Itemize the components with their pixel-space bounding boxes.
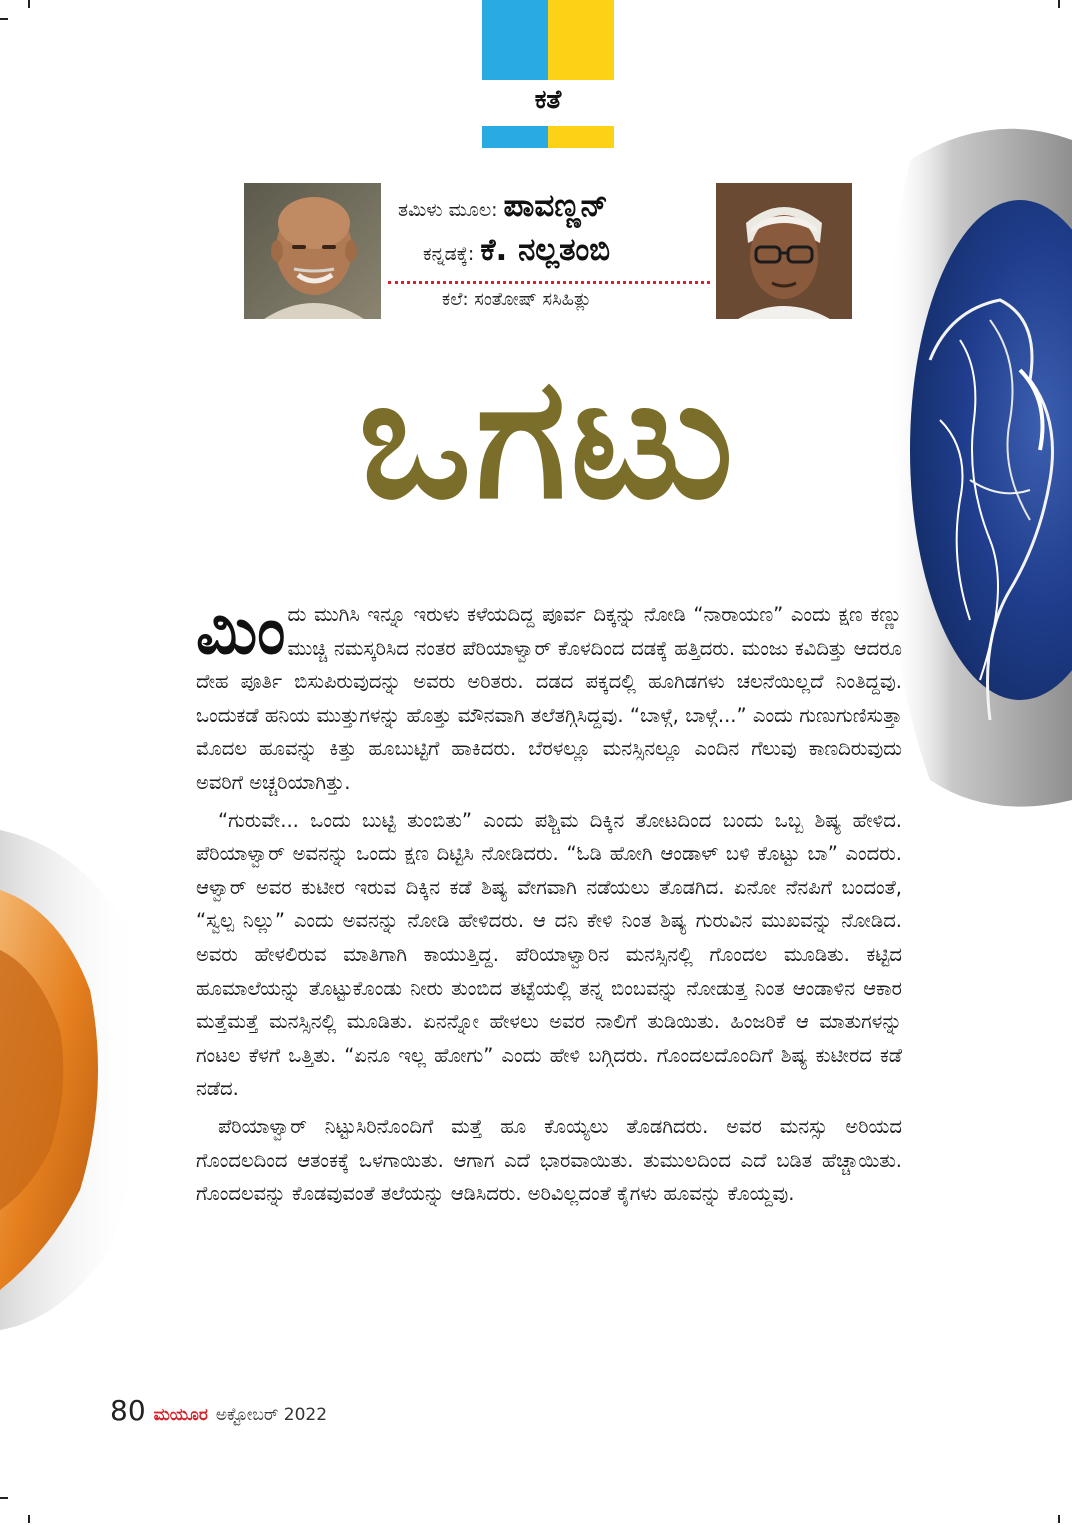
page-number: 80 xyxy=(110,1394,146,1427)
decorative-brush-stroke xyxy=(0,830,150,1330)
category-yellow-block xyxy=(548,126,614,148)
art-credit: ಕಲೆ: ಸಂತೋಷ್ ಸಸಿಹಿತ್ಲು xyxy=(442,289,592,310)
translator-name: ಕೆ. ನಲ್ಲತಂಬಿ xyxy=(480,232,611,268)
crop-mark xyxy=(1058,0,1060,8)
category-label: ಕತೆ xyxy=(534,85,562,115)
category-color-bar-top xyxy=(482,0,614,80)
original-label: ತಮಿಳು ಮೂಲ: xyxy=(398,199,498,221)
page-footer xyxy=(110,1394,327,1427)
issue-date: ಅಕ್ಟೋಬರ್ 2022 xyxy=(215,1405,328,1425)
original-author-credit xyxy=(398,188,608,225)
magazine-name: ಮಯೂರ xyxy=(153,1405,208,1425)
crop-mark xyxy=(0,18,8,20)
paragraph: ಪೆರಿಯಾಳ್ವಾರ್ ನಿಟ್ಟುಸಿರಿನೊಂದಿಗೆ ಮತ್ತೆ ಹೂ ಕೊಯ್ಯಲು ತೊಡಗಿದರು. ಅವರ ಮನಸ್ಸು ಅರಿಯದ ಗೊಂದಲದಿಂದ ಆತಂಕಕ್ಕೆ ಒಳಗಾಯಿತು. ಆಗಾಗ ಎದೆ ಭಾರವಾಯಿತು. ತುಮುಲದಿಂದ ಎದೆ ಬಡಿತ ಹೆಚ್ಚಾಯಿತು. ಗೊಂದಲವನ್ನು ಕೊಡವುವಂತೆ ತಲೆಯನ್ನು ಆಡಿಸಿದರು. ಅರಿವಿಲ್ಲದಂತೆ ಕೈಗಳು ಹೂವನ್ನು ಕೊಯ್ದವು. xyxy=(196,1114,902,1206)
category-color-bar-bottom xyxy=(482,126,614,148)
translator-label: ಕನ್ನಡಕ್ಕೆ: xyxy=(423,243,475,265)
original-author-name: ಪಾವಣ್ಣನ್ xyxy=(503,188,608,224)
translator-credit xyxy=(423,232,610,269)
category-blue-block xyxy=(482,0,548,80)
crop-mark xyxy=(0,1497,8,1499)
crop-mark xyxy=(28,1515,30,1523)
category-yellow-block xyxy=(548,0,614,80)
paragraph: “ಗುರುವೇ... ಒಂದು ಬುಟ್ಟಿ ತುಂಬಿತು” ಎಂದು ಪಶ್ಚಿಮ ದಿಕ್ಕಿನ ತೋಟದಿಂದ ಬಂದು ಒಬ್ಬ ಶಿಷ್ಯ ಹೇಳಿದ. ಪೆರಿಯಾಳ್ವಾರ್ ಅವನನ್ನು ಒಂದು ಕ್ಷಣ ದಿಟ್ಟಿಸಿ ನೋಡಿದರು. “ಓಡಿ ಹೋಗಿ ಆಂಡಾಳ್ ಬಳಿ ಕೊಟ್ಟು ಬಾ” ಎಂದರು. ಆಳ್ವಾರ್ ಅವರ ಕುಟೀರ ಇರುವ ದಿಕ್ಕಿನ ಕಡೆ ಶಿಷ್ಯ ವೇಗವಾಗಿ ನಡೆಯಲು ತೊಡಗಿದ. ಏನೋ ನೆನಪಿಗೆ ಬಂದಂತೆ, “ಸ್ವಲ್ಪ ನಿಲ್ಲು” ಎಂದು ಅವನನ್ನು ನೋಡಿ ಹೇಳಿದರು. ಆ ದನಿ ಕೇಳಿ ನಿಂತ ಶಿಷ್ಯ ಗುರುವಿನ ಮುಖವನ್ನು ನೋಡಿದ. ಅವರು ಹೇಳಲಿರುವ ಮಾತಿಗಾಗಿ ಕಾಯುತ್ತಿದ್ದ. ಪೆರಿಯಾಳ್ವಾರಿನ ಮನಸ್ಸಿನಲ್ಲಿ ಗೊಂದಲ ಮೂಡಿತು. ಕಟ್ಟಿದ ಹೂಮಾಲೆಯನ್ನು ತೊಟ್ಟುಕೊಂಡು ನೀರು ತುಂಬಿದ ತಟ್ಟೆಯಲ್ಲಿ ತನ್ನ ಬಿಂಬವನ್ನು ನೋಡುತ್ತ ನಿಂತ ಆಂಡಾಳಿನ ಆಕಾರ ಮತ್ತೆಮತ್ತೆ ಮನಸ್ಸಿನಲ್ಲಿ ಮೂಡಿತು. ಏನನ್ನೋ ಹೇಳಲು ಅವರ ನಾಲಿಗೆ ತುಡಿಯಿತು. ಹಿಂಜರಿಕೆ ಆ ಮಾತುಗಳನ್ನು ಗಂಟಲ ಕೆಳಗೆ ಒತ್ತಿತು. “ಏನೂ ಇಲ್ಲ ಹೋಗು” ಎಂದು ಹೇಳಿ ಬಗ್ಗಿದರು. ಗೊಂದಲದೊಂದಿಗೆ ಶಿಷ್ಯ ಕುಟೀರದ ಕಡೆ ನಡೆದ. xyxy=(196,808,902,1101)
crop-mark xyxy=(28,0,30,8)
drop-cap: ಮಿಂ xyxy=(196,595,286,669)
story-title: ಒಗಟು xyxy=(358,340,738,536)
translator-portrait xyxy=(716,183,852,319)
paragraph-text: ದು ಮುಗಿಸಿ ಇನ್ನೂ ಇರುಳು ಕಳೆಯದಿದ್ದ ಪೂರ್ವ ದಿಕ್ಕನ್ನು ನೋಡಿ “ನಾರಾಯಣ” ಎಂದು ಕ್ಷಣ ಕಣ್ಣು ಮುಚ್ಚಿ ನಮಸ್ಕರಿಸಿದ ನಂತರ ಪೆರಿಯಾಳ್ವಾರ್ ಕೊಳದಿಂದ ದಡಕ್ಕೆ ಹತ್ತಿದರು. ಮಂಜು ಕವಿದಿತ್ತು ಆದರೂ ದೇಹ ಪೂರ್ತಿ ಬಿಸುಪಿರುವುದನ್ನು ಅವರು ಅರಿತರು. ದಡದ ಪಕ್ಕದಲ್ಲಿ ಹೂಗಿಡಗಳು ಚಲನೆಯಿಲ್ಲದೆ ನಿಂತಿದ್ದವು. ಒಂದುಕಡೆ ಹನಿಯ ಮುತ್ತುಗಳನ್ನು ಹೊತ್ತು ಮೌನವಾಗಿ ತಲೆತಗ್ಗಿಸಿದ್ದವು. “ಬಾಳ್ಗೆ, ಬಾಳ್ಗೆ...” ಎಂದು ಗುಣುಗುಣಿಸುತ್ತಾ ಮೊದಲ ಹೂವನ್ನು ಕಿತ್ತು ಹೂಬುಟ್ಟಿಗೆ ಹಾಕಿದರು. ಬೆರಳಲ್ಲೂ ಮನಸ್ಸಿನಲ್ಲೂ ಎಂದಿನ ಗೆಲುವು ಕಾಣದಿರುವುದು ಅವರಿಗೆ ಅಚ್ಚರಿಯಾಗಿತ್ತು. xyxy=(196,603,902,794)
crop-mark xyxy=(1058,1515,1060,1523)
paragraph xyxy=(196,595,902,800)
credit-divider xyxy=(388,281,710,284)
story-body xyxy=(196,595,902,1211)
author-portrait xyxy=(244,183,381,319)
category-blue-block xyxy=(482,126,548,148)
